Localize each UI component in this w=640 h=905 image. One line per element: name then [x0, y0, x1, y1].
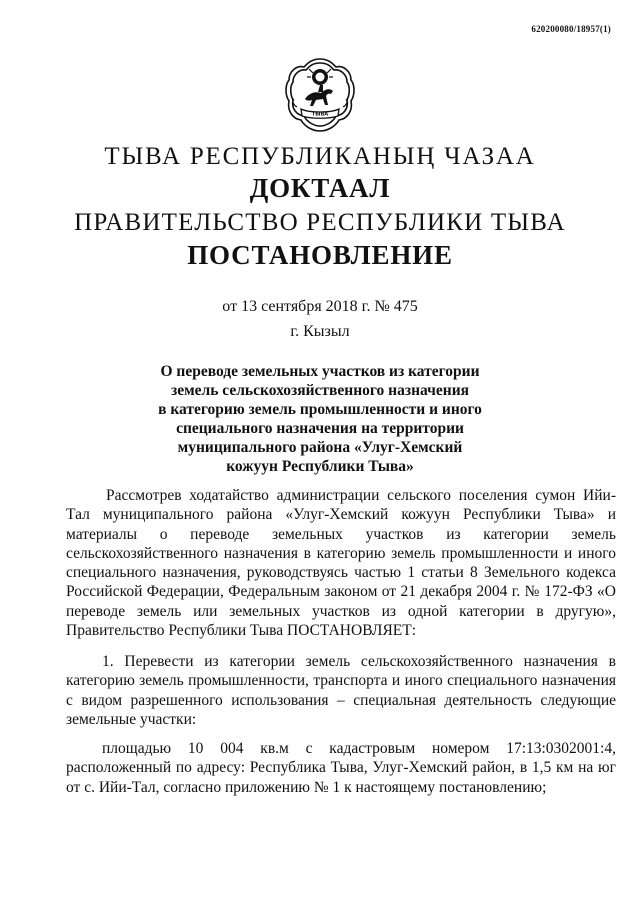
decree-city: г. Кызыл	[290, 323, 350, 340]
document-number: 620200080/18957(1)	[531, 24, 611, 34]
republic-emblem-icon	[283, 55, 357, 135]
title-line: специального назначения на территории	[176, 420, 464, 437]
decree-title	[0, 362, 640, 476]
item-1-plot-paragraph: площадью 10 004 кв.м с кадастровым номером 17:13:0302001:4, расположенный по адресу: Республика Тыва, Улуг-Хемский район, в 1,5 км на юг от с. Ийи-Тал, согласно приложению № 1 к настоящему постановлению;	[66, 740, 616, 796]
item-1-paragraph: 1. Перевести из категории земель сельскохозяйственного назначения в категорию земель промышленности, транспорта и иного специального назначения с видом разрешенного использования – специальная деятельность следующие земельные участки:	[66, 653, 616, 728]
svg-text:ТЫВА: ТЫВА	[311, 111, 329, 118]
title-line: О переводе земельных участков из категории	[160, 363, 480, 380]
russian-decree-heading: ПОСТАНОВЛЕНИЕ	[187, 240, 453, 270]
tyva-government-heading: ТЫВА РЕСПУБЛИКАНЫҢ ЧАЗАА	[104, 143, 536, 170]
title-line: в категорию земель промышленности и иного	[158, 401, 482, 418]
title-line: земель сельскохозяйственного назначения	[170, 382, 470, 399]
preamble-paragraph: Рассмотрев ходатайство администрации сельского поселения сумон Ийи-Тал муниципального района «Улуг-Хемский кожуун Республики Тыва» и материалы о переводе земельных участков из категории земель сельскохозяйственного назначения в категорию земель промышленности и иного специального назначения, руководствуясь частью 1 статьи 8 Земельного кодекса Российской Федерации, Федеральным законом от 21 декабря 2004 г. № 172-ФЗ «О переводе земель или земельных участков из одной категории в другую», Правительство Республики Тыва ПОСТАНОВЛЯЕТ:	[66, 487, 616, 640]
title-line: муниципального района «Улуг-Хемский	[177, 439, 463, 456]
title-line: кожуун Республики Тыва»	[226, 458, 414, 475]
decree-date-number: от 13 сентября 2018 г. № 475	[222, 298, 418, 315]
russian-government-heading: ПРАВИТЕЛЬСТВО РЕСПУБЛИКИ ТЫВА	[74, 209, 566, 236]
tyva-decree-heading: ДОКТААЛ	[249, 173, 391, 203]
